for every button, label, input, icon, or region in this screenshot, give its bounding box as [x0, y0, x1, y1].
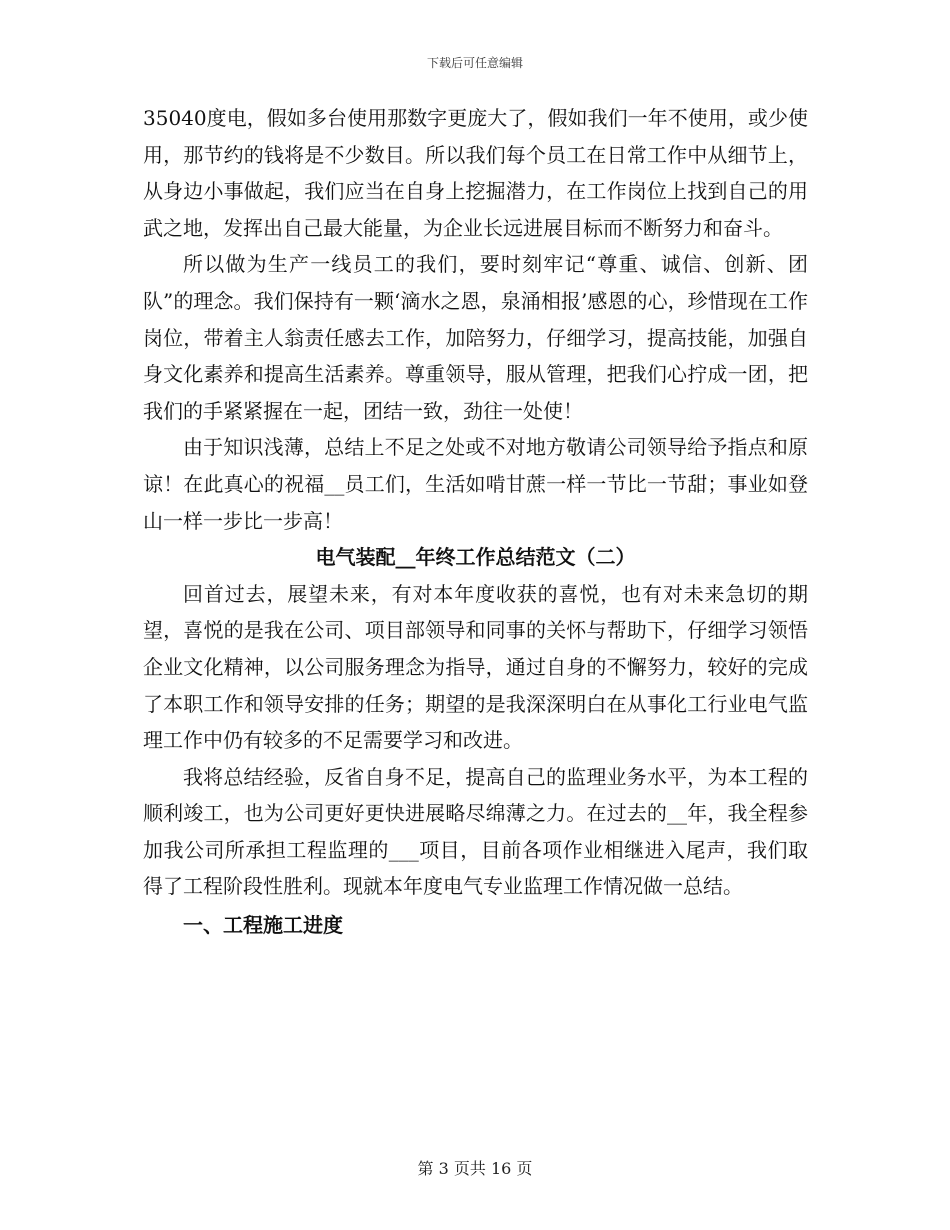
- document-body: [143, 100, 808, 944]
- section-heading: 一、工程施工进度: [183, 913, 343, 938]
- paragraph-3: 由于知识浅薄，总结上不足之处或不对地方敬请公司领导给予指点和原谅！在此真心的祝福__员工们，生活如啃甘蔗一样一节比一节甜；事业如登山一样一步比一步高！: [143, 435, 808, 533]
- page-header: 下载后可任意编辑: [426, 56, 523, 70]
- paragraph-4: 回首过去，展望未来，有对本年度收获的喜悦，也有对未来急切的期望，喜悦的是我在公司、项目部领导和同事的关怀与帮助下，仔细学习领悟企业文化精神，以公司服务理念为指导，通过自身的不懈努力，较好的完成了本职工作和领导安排的任务；期望的是我深深明白在从事化工行业电气监理工作中仍有较多的不足需要学习和改进。: [143, 581, 808, 753]
- section-title: 电气装配__年终工作总结范文（二）: [315, 545, 636, 570]
- paragraph-1: 35040度电，假如多台使用那数字更庞大了，假如我们一年不使用，或少使用，那节约的钱将是不少数目。所以我们每个员工在日常工作中从细节上，从身边小事做起，我们应当在自身上挖掘潜力，在工作岗位上找到自己的用武之地，发挥出自己最大能量，为企业长远进展目标而不断努力和奋斗。: [143, 106, 808, 240]
- paragraph-5: 我将总结经验，反省自身不足，提高自己的监理业务水平，为本工程的顺利竣工，也为公司更好更快进展略尽绵薄之力。在过去的__年，我全程参加我公司所承担工程监理的___项目，目前各项作业相继进入尾声，我们取得了工程阶段性胜利。现就本年度电气专业监理工作情况做一总结。: [143, 764, 808, 899]
- paragraph-2: 所以做为生产一线员工的我们，要时刻牢记“尊重、诚信、创新、团队”的理念。我们保持有一颗‘滴水之恩，泉涌相报’感恩的心，珍惜现在工作岗位，带着主人翁责任感去工作，加陪努力，仔细学习，提高技能，加强自身文化素养和提高生活素养。尊重领导，服从管理，把我们心拧成一团，把我们的手紧紧握在一起，团结一致，劲往一处使！: [143, 252, 808, 423]
- page-footer: 第 3 页共 16 页: [417, 1159, 533, 1178]
